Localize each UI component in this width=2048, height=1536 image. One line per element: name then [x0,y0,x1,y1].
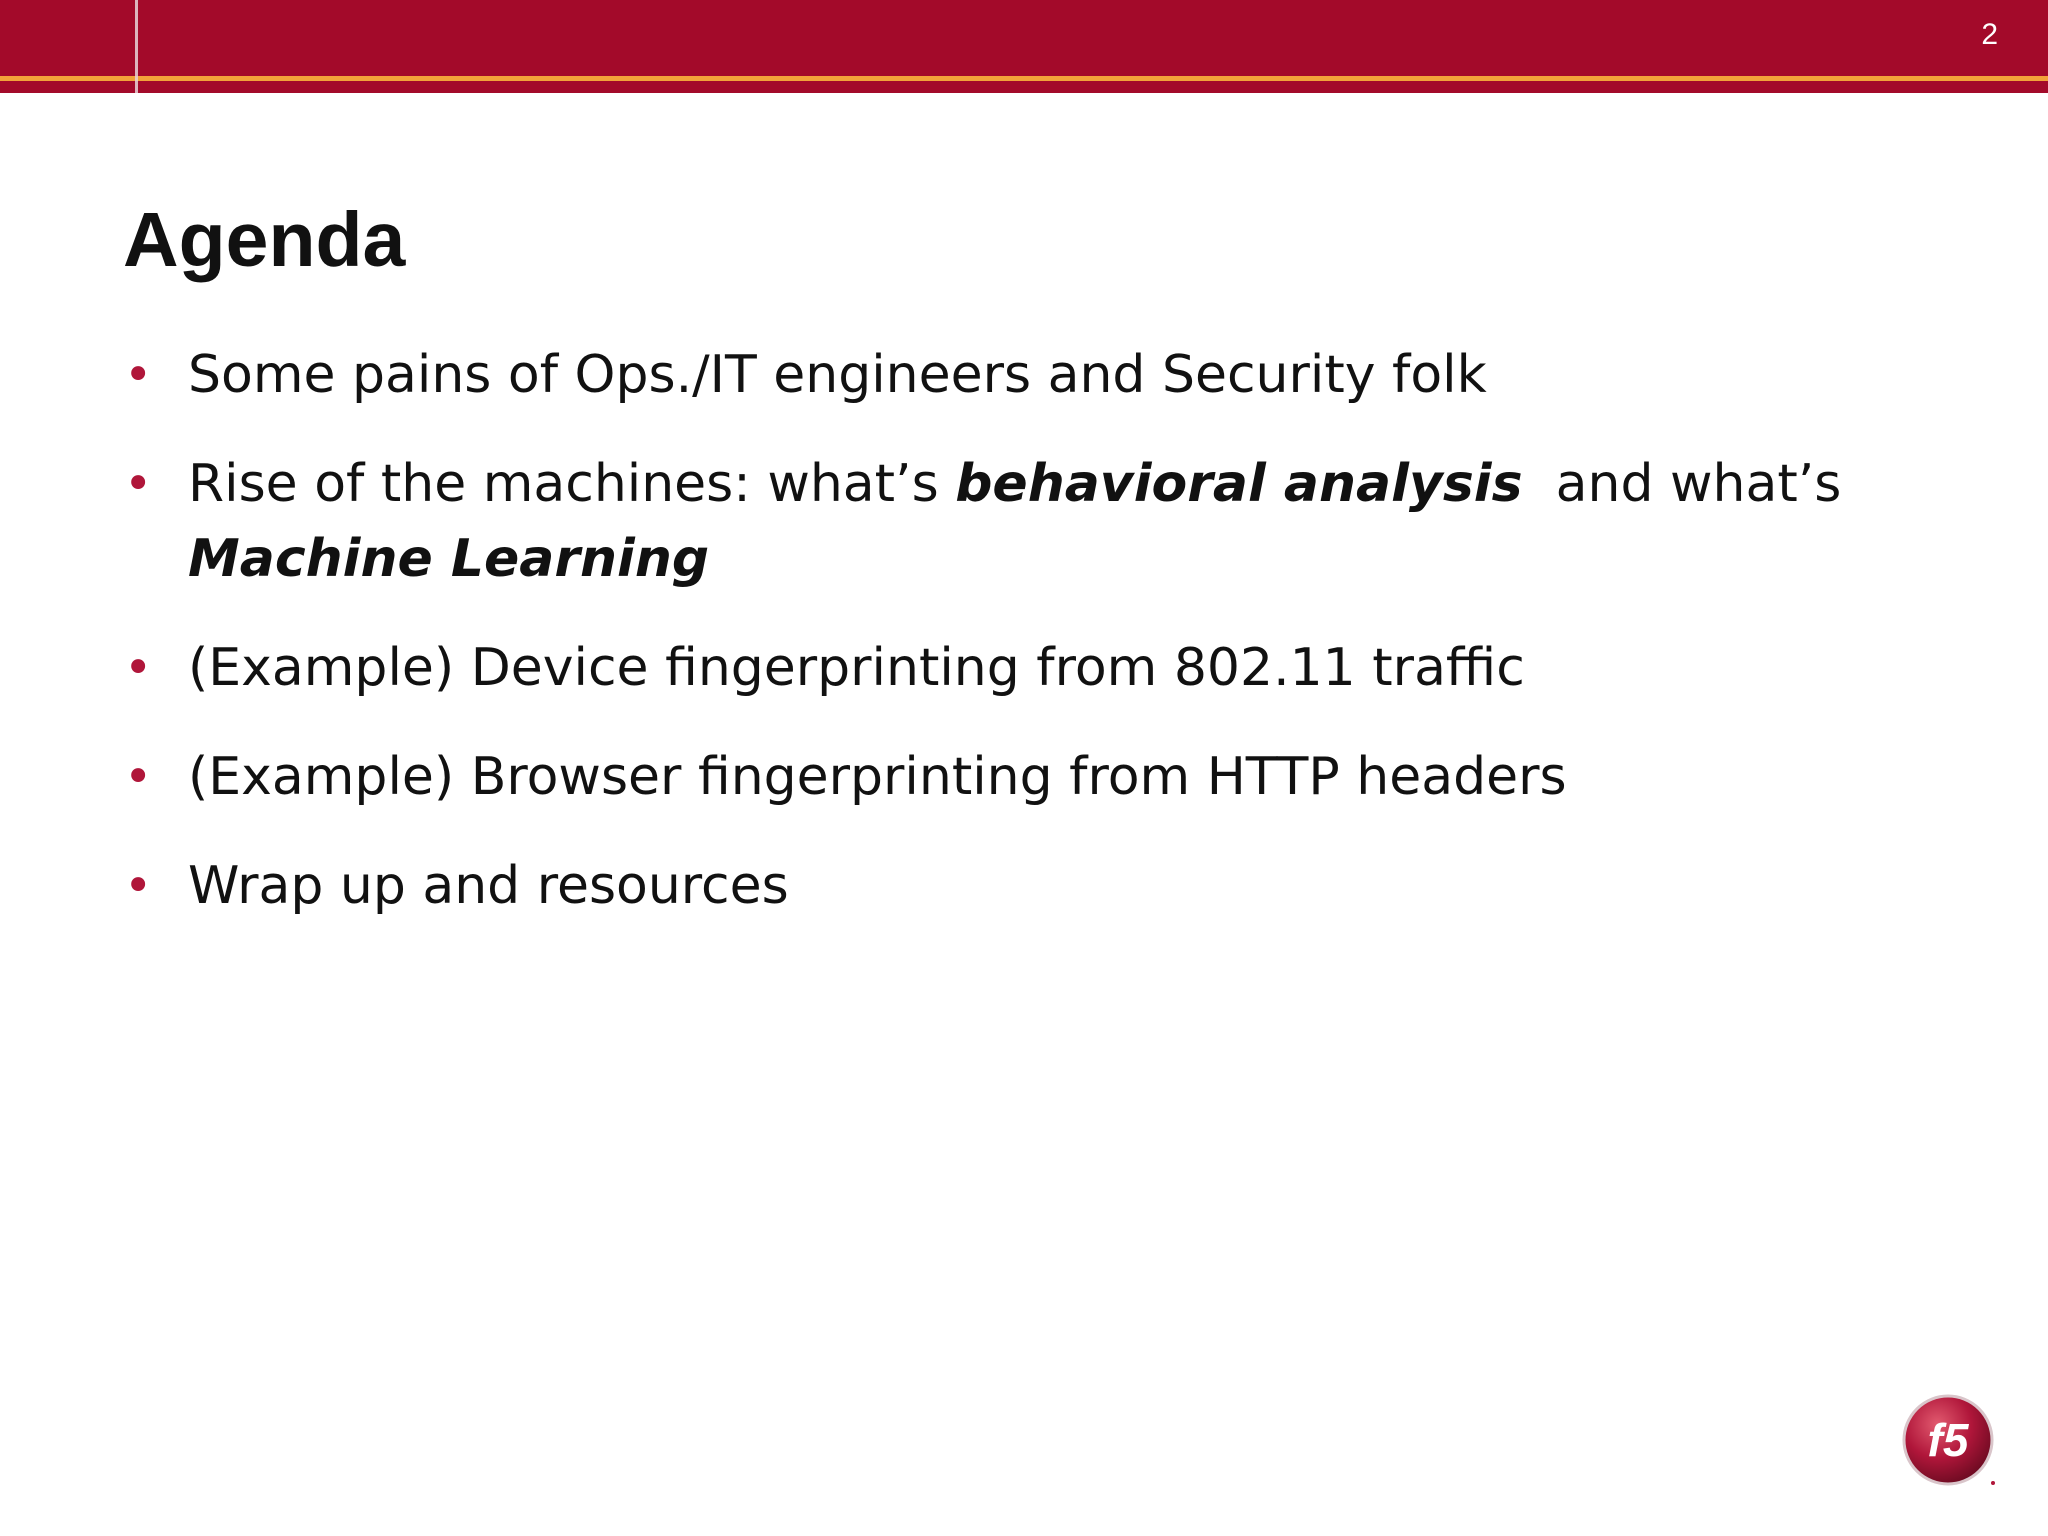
agenda-item-text-middle: and what’s [1522,454,1858,514]
agenda-list [120,338,1940,958]
agenda-item-text: Wrap up and resources [188,856,789,916]
f5-logo-text: f5 [1927,1414,1969,1466]
agenda-item-text: Some pains of Ops./IT engineers and Security folk [188,345,1487,405]
f5-logo-icon [1898,1390,1998,1490]
agenda-item-device-fingerprinting [120,631,1940,706]
agenda-item-text: (Example) Device fingerprinting from 802.11 traffic [188,638,1525,698]
bullet-icon: • [124,640,153,696]
agenda-item-text: (Example) Browser fingerprinting from HTTP headers [188,747,1567,807]
header-accent-stripe [0,76,2048,81]
agenda-item-wrap-up [120,849,1940,924]
page-number: 2 [1981,18,1998,51]
agenda-item-ops-pains [120,338,1940,413]
bullet-icon: • [124,456,153,512]
bullet-icon: • [124,858,153,914]
header-divider [135,0,138,93]
emphasis-behavioral-analysis: behavioral analysis [955,454,1523,514]
emphasis-machine-learning: Machine Learning [188,529,710,589]
agenda-item-browser-fingerprinting [120,740,1940,815]
agenda-item-text-before: Rise of the machines: what’s [188,454,956,514]
agenda-item-rise-of-machines [120,447,1940,597]
bullet-icon: • [124,347,153,403]
slide-title: Agenda [123,197,406,283]
bullet-icon: • [124,749,153,805]
